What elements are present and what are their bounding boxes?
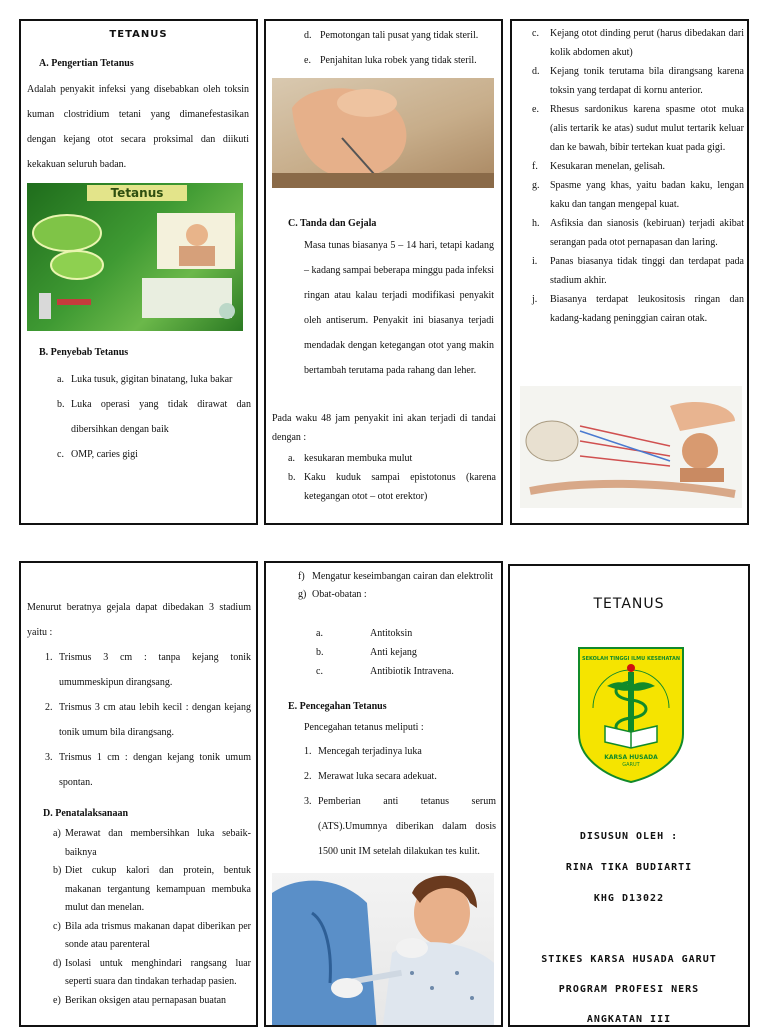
list-item: b. Luka operasi yang tidak dirawat dan dibersihkan dengan baik <box>57 399 251 435</box>
list-item: b. Anti kejang <box>316 647 417 658</box>
list-item: a. kesukaran membuka mulut <box>288 453 413 464</box>
symptoms-text-2: Pada waku 48 jam penyakit ini akan terjadi di tandai dengan : <box>272 413 496 443</box>
cohort-label: ANGKATAN III <box>586 1014 672 1025</box>
heading-causes: B. Penyebab Tetanus <box>39 347 129 358</box>
panel-stages-management <box>19 561 258 1027</box>
management-list <box>53 825 251 1010</box>
list-item: e) Berikan oksigen atau pernapasan buatan <box>53 994 227 1006</box>
cover-title: TETANUS <box>593 596 665 612</box>
logo-arc-text: SEKOLAH TINGGI ILMU KESEHATAN <box>581 656 681 662</box>
list-item: i. Panas biasanya tidak tinggi dan terdapat pada stadium akhir. <box>532 256 744 286</box>
list-item: b. Kaku kuduk sampai epistotonus (karena ketegangan otot – otot erektor) <box>288 472 496 502</box>
vaccination-photo <box>272 873 494 1027</box>
list-item: c. OMP, caries gigi <box>57 449 138 460</box>
program-name: PROGRAM PROFESI NERS <box>558 984 700 995</box>
stages-intro: Menurut beratnya gejala dapat dibedakan 3 stadium yaitu : <box>27 602 251 638</box>
panel-symptoms <box>264 19 503 525</box>
panel-prevention <box>264 561 503 1027</box>
list-item: b) Diet cukup kalori dan protein, bentuk makanan tergantung kemampuan membuka mulut dan menelan. <box>53 865 251 913</box>
tetanus-poster-image <box>27 183 243 331</box>
list-item: 2. Merawat luka secara adekuat. <box>304 771 437 782</box>
drugs-list <box>316 624 496 681</box>
heading-definition: A. Pengertian Tetanus <box>39 58 134 69</box>
stages-list <box>45 645 251 795</box>
list-item: f) Mengatur keseimbangan cairan dan elektrolit <box>298 571 494 582</box>
institution-name: STIKES KARSA HUSADA GARUT <box>541 954 717 965</box>
management-list-continued <box>298 568 496 604</box>
prevention-intro: Pencegahan tetanus meliputi : <box>304 722 424 733</box>
list-item: d) Isolasi untuk menghindari rangsang luar seperti suara dan tindakan terhadap pasien. <box>53 957 251 987</box>
list-item: d. Kejang tonik terutama bila dirangsang karena toksin yang terdapat di kornu anterior. <box>532 66 744 96</box>
heading-prevention: E. Pencegahan Tetanus <box>288 701 387 712</box>
prevention-list <box>304 739 496 864</box>
list-item: c) Bila ada trismus makanan dapat diberikan per sonde atau parenteral <box>53 920 251 950</box>
list-item: c. Kejang otot dinding perut (harus dibedakan dari kolik abdomen akut) <box>532 28 744 58</box>
list-item: f. Kesukaran menelan, gelisah. <box>532 161 665 172</box>
list-item: 2. Trismus 3 cm atau lebih kecil : dengan kejang tonik umum bila dirangsang. <box>45 702 251 738</box>
list-item: c. Antibiotik Intravena. <box>316 666 454 677</box>
list-item: a) Merawat dan membersihkan luka sebaik-baiknya <box>53 828 251 858</box>
author-name: RINA TIKA BUDIARTI <box>565 862 693 873</box>
causes-list-continued <box>304 23 496 73</box>
author-label: DISUSUN OLEH : <box>579 831 679 842</box>
list-item: 1. Mencegah terjadinya luka <box>304 746 422 757</box>
heading-management: D. Penatalaksanaan <box>43 808 129 819</box>
list-item: 3. Trismus 1 cm : dengan kejang tonik umum spontan. <box>45 752 251 788</box>
list-item: d. Pemotongan tali pusat yang tidak steril. <box>304 30 479 41</box>
panel-symptoms-continued <box>510 19 749 525</box>
list-item: h. Asfiksia dan sianosis (kebiruan) terjadi akibat serangan pada otot pernapasan dan laring. <box>532 218 744 248</box>
list-item: g. Spasme yang khas, yaitu badan kaku, lengan kaku dan tangan mengepal kuat. <box>532 180 744 210</box>
panel-definition <box>19 19 258 525</box>
list-item: g) Obat-obatan : <box>298 589 367 600</box>
list-item: 3. Pemberian anti tetanus serum (ATS).Umumnya diberikan dalam dosis 1500 unit IM setelah dilakukan tes kulit. <box>304 796 496 857</box>
definition-text: Adalah penyakit infeksi yang disebabkan oleh toksin kuman clostridium tetani yang dimanefestasikan dengan kejang otot secara proksimal dan diikuti kekakuan seluruh badan. <box>27 84 249 170</box>
list-item: a. Luka tusuk, gigitan binatang, luka bakar <box>57 374 233 385</box>
college-logo <box>577 646 685 784</box>
heading-symptoms: C. Tanda dan Gejala <box>288 218 377 229</box>
logo-name-text: KARSA HUSADA <box>604 754 658 761</box>
early-signs-list <box>288 449 496 506</box>
symptoms-list <box>532 24 744 328</box>
logo-city-text: GARUT <box>622 762 640 768</box>
list-item: e. Penjahitan luka robek yang tidak steril. <box>304 55 477 66</box>
symptoms-text: Masa tunas biasanya 5 – 14 hari, tetapi kadang – kadang sampai beberapa minggu pada infeksi ringan atau kalau terjadi modifikasi penyakit oleh antiserum. Penyakit ini biasanya terjadi mendadak dengan ketegangan otot yang makin bertambah terutama pada rahang dan leher. <box>304 240 494 376</box>
list-item: e. Rhesus sardonikus karena spasme otot muka (alis tertarik ke atas) sudut mulut tertarik keluar dan ke bawah, bibir tertekan kuat pada gigi. <box>532 104 744 153</box>
student-id: KHG D13022 <box>593 893 665 904</box>
list-item: a. Antitoksin <box>316 628 413 639</box>
panel-cover <box>508 564 750 1027</box>
list-item: j. Biasanya terdapat leukositosis ringan dan kadang-kadang peninggian cairan otak. <box>532 294 744 324</box>
causes-list <box>57 367 251 467</box>
list-item: 1. Trismus 3 cm : tanpa kejang tonik umummeskipun dirangsang. <box>45 652 251 688</box>
foot-wound-image <box>272 78 494 188</box>
page-title: TETANUS <box>109 29 168 40</box>
poster-title: Tetanus <box>87 185 187 201</box>
anatomy-illustration-image <box>520 386 742 508</box>
